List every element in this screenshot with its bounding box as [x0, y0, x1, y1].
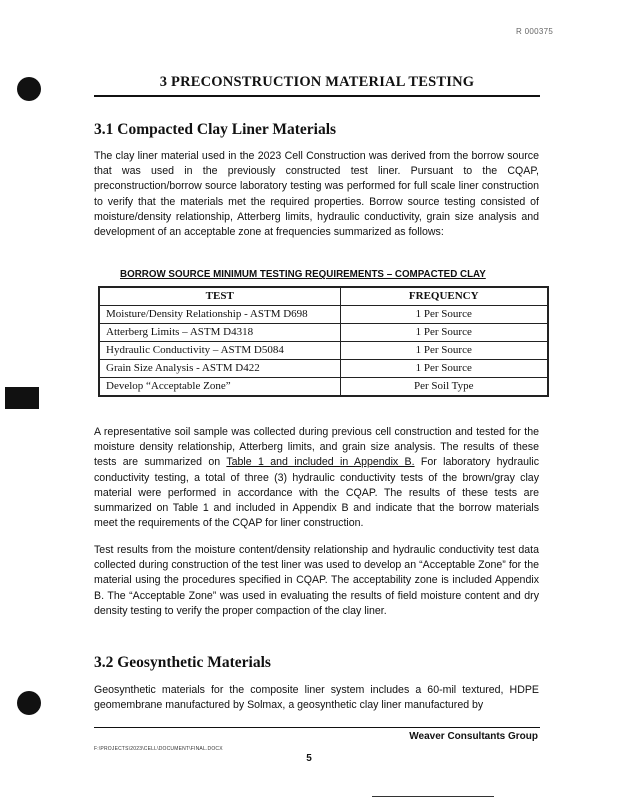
- table-title: BORROW SOURCE MINIMUM TESTING REQUIREMENTS – COMPACTED CLAY: [120, 269, 486, 280]
- section-3-1-heading: 3.1 Compacted Clay Liner Materials: [94, 121, 337, 138]
- table-row: [99, 306, 548, 324]
- table-cell-test: Moisture/Density Relationship - ASTM D698: [99, 306, 340, 324]
- table-cell-frequency: Per Soil Type: [340, 378, 548, 397]
- table-cell-frequency: 1 Per Source: [340, 324, 548, 342]
- paragraph-2-text-a: A representative soil sample was collected during previous cell construction and tested for the moisture density relationship, Atterberg limits, and grain size analysis. The results of these tests are summarized on: [94, 426, 539, 469]
- section-3-2-heading: 3.2 Geosynthetic Materials: [94, 654, 271, 671]
- footer-rule: [94, 727, 540, 728]
- section-3-1-paragraph-1: The clay liner material used in the 2023 Cell Construction was derived from the borrow source that was used in the previously constructed test liner. Pursuant to the CQAP, preconstruction/borrow source laboratory testing was performed for full scale liner construction to verify that the materials met the required properties. Borrow source testing consisted of moisture/density relationship, Atterberg limits, hydraulic conductivity, grain size analysis and development of an acceptable zone at frequencies summarized as follows:: [94, 150, 539, 239]
- paragraph-2-text-b: For laboratory hydraulic conductivity testing, a total of three (3) hydraulic conductivity tests of the brown/gray clay material were performed in accordance with the CQAP. The results of these tests are summarized on Table 1 and included in Appendix B and indicate that the borrow materials meet the requirements of the CQAP for liner construction.: [94, 456, 539, 530]
- section-3-1-paragraph-2: [94, 425, 539, 531]
- appendix-reference: Table 1 and included in Appendix B.: [226, 456, 415, 469]
- binder-tab: [5, 387, 39, 409]
- footer-file-path: F:\PROJECTS\2023\CELL\DOCUMENT\FINAL.DOCX: [94, 746, 223, 752]
- bates-number: R 000375: [516, 27, 554, 36]
- table-cell-test: Atterberg Limits – ASTM D4318: [99, 324, 340, 342]
- table-cell-frequency: 1 Per Source: [340, 306, 548, 324]
- table-header-test: TEST: [99, 287, 340, 306]
- testing-requirements-table: [98, 286, 549, 397]
- binder-hole-bottom: [17, 691, 41, 715]
- section-3-2-paragraph-1: Geosynthetic materials for the composite liner system includes a 60-mil textured, HDPE geomembrane manufactured by Solmax, a geosynthetic clay liner manufactured by: [94, 684, 539, 712]
- bottom-rule: [372, 796, 494, 797]
- table-cell-test: Hydraulic Conductivity – ASTM D5084: [99, 342, 340, 360]
- table-cell-frequency: 1 Per Source: [340, 360, 548, 378]
- binder-hole-top: [17, 77, 41, 101]
- table-cell-test: Develop “Acceptable Zone”: [99, 378, 340, 397]
- table-row: [99, 378, 548, 397]
- chapter-rule: [94, 95, 540, 97]
- table-row: [99, 324, 548, 342]
- table-cell-test: Grain Size Analysis - ASTM D422: [99, 360, 340, 378]
- table-header-frequency: FREQUENCY: [340, 287, 548, 306]
- page-number: 5: [306, 753, 312, 764]
- section-3-1-paragraph-3: Test results from the moisture content/density relationship and hydraulic conductivity test data collected during construction of the test liner was used to develop an “Acceptable Zone” for the material using the procedures specified in CQAP. The acceptability zone is included Appendix B. The “Acceptable Zone” was used in evaluating the results of field moisture content and dry density testing to verify the proper compaction of the clay liner.: [94, 544, 539, 617]
- table-header-row: [99, 287, 548, 306]
- chapter-title: 3 PRECONSTRUCTION MATERIAL TESTING: [159, 74, 475, 90]
- table-row: [99, 360, 548, 378]
- table-cell-frequency: 1 Per Source: [340, 342, 548, 360]
- table-row: [99, 342, 548, 360]
- footer-company: Weaver Consultants Group: [409, 731, 538, 742]
